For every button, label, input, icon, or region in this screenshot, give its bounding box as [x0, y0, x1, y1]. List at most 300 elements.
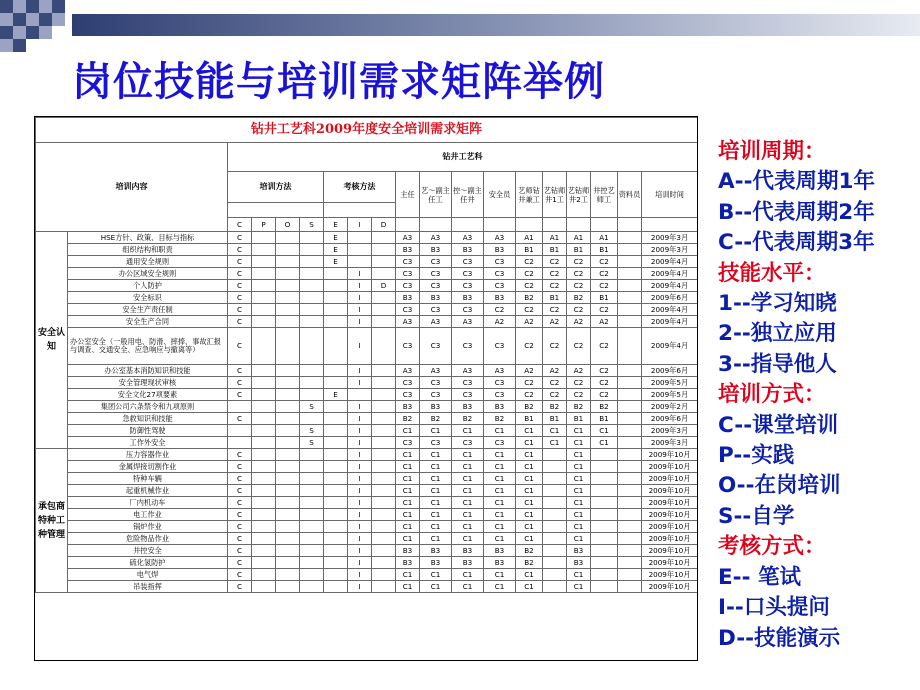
- level-cell: [543, 509, 567, 521]
- method-mark: [276, 268, 300, 280]
- level-cell: C1: [452, 509, 484, 521]
- method-mark: C: [228, 509, 252, 521]
- method-mark: [372, 268, 396, 280]
- level-cell: [618, 304, 642, 316]
- level-cell: C1: [420, 449, 452, 461]
- level-cell: [591, 581, 618, 593]
- level-cell: B3: [420, 545, 452, 557]
- method-mark: I: [348, 557, 372, 569]
- level-cell: C3: [484, 256, 516, 268]
- level-cell: C2: [567, 280, 591, 292]
- method-mark: I: [348, 365, 372, 377]
- group-label: 承包商特种工种管理: [36, 449, 68, 593]
- level-cell: [618, 413, 642, 425]
- time-cell: 2009年4月: [642, 280, 698, 292]
- header-position: 主任: [396, 172, 420, 218]
- level-cell: C1: [396, 521, 420, 533]
- level-cell: [618, 461, 642, 473]
- level-cell: C2: [543, 328, 567, 365]
- level-cell: C1: [452, 461, 484, 473]
- table-row: [36, 244, 698, 256]
- level-cell: C1: [516, 437, 543, 449]
- level-cell: C1: [567, 497, 591, 509]
- method-mark: [276, 449, 300, 461]
- method-mark: [372, 232, 396, 244]
- time-cell: 2009年5月: [642, 389, 698, 401]
- level-cell: B1: [567, 244, 591, 256]
- level-cell: C2: [516, 328, 543, 365]
- level-cell: A2: [484, 316, 516, 328]
- method-mark: C: [228, 449, 252, 461]
- time-cell: 2009年3月: [642, 232, 698, 244]
- method-mark: I: [348, 413, 372, 425]
- level-cell: [618, 509, 642, 521]
- level-cell: B3: [396, 557, 420, 569]
- method-mark: [348, 389, 372, 401]
- slide-title: 岗位技能与培训需求矩阵举例: [72, 59, 605, 105]
- time-cell: 2009年6月: [642, 292, 698, 304]
- level-cell: B3: [452, 557, 484, 569]
- method-mark: [276, 581, 300, 593]
- header-position: 资料员: [618, 172, 642, 218]
- method-mark: [300, 328, 324, 365]
- time-cell: 2009年10月: [642, 521, 698, 533]
- table-row: [36, 401, 698, 413]
- method-mark: [324, 304, 348, 316]
- level-cell: A3: [396, 365, 420, 377]
- level-cell: C3: [484, 268, 516, 280]
- method-mark: [252, 244, 276, 256]
- level-cell: C3: [420, 280, 452, 292]
- time-cell: 2009年4月: [642, 268, 698, 280]
- method-mark: [324, 509, 348, 521]
- time-cell: 2009年6月: [642, 365, 698, 377]
- time-cell: 2009年10月: [642, 509, 698, 521]
- method-mark: [252, 449, 276, 461]
- level-cell: C3: [484, 389, 516, 401]
- time-cell: 2009年10月: [642, 533, 698, 545]
- level-cell: A1: [567, 232, 591, 244]
- level-cell: [591, 473, 618, 485]
- method-mark: [300, 461, 324, 473]
- level-cell: C2: [567, 328, 591, 365]
- level-cell: C3: [396, 389, 420, 401]
- method-mark: [252, 389, 276, 401]
- header-blank: [567, 218, 591, 232]
- level-cell: C1: [452, 425, 484, 437]
- assess-code: E: [324, 218, 348, 232]
- time-cell: 2009年4月: [642, 304, 698, 316]
- legend-item: A--代表周期1年: [718, 169, 875, 195]
- method-mark: [276, 304, 300, 316]
- method-mark: [372, 461, 396, 473]
- time-cell: 2009年10月: [642, 485, 698, 497]
- time-cell: 2009年10月: [642, 581, 698, 593]
- level-cell: B3: [484, 401, 516, 413]
- level-cell: [618, 256, 642, 268]
- method-mark: E: [324, 244, 348, 256]
- table-row: [36, 425, 698, 437]
- method-mark: [276, 569, 300, 581]
- level-cell: [618, 473, 642, 485]
- method-mark: I: [348, 268, 372, 280]
- method-mark: [276, 328, 300, 365]
- table-row: [36, 256, 698, 268]
- matrix-grid: [35, 117, 698, 593]
- level-cell: C2: [591, 328, 618, 365]
- level-cell: [543, 473, 567, 485]
- method-mark: C: [228, 545, 252, 557]
- method-mark: [372, 581, 396, 593]
- level-cell: A1: [591, 232, 618, 244]
- header-blank: [642, 218, 698, 232]
- method-mark: [300, 316, 324, 328]
- level-cell: C2: [543, 304, 567, 316]
- method-mark: [252, 497, 276, 509]
- time-cell: 2009年3月: [642, 437, 698, 449]
- method-mark: I: [348, 569, 372, 581]
- header-blank: [543, 218, 567, 232]
- level-cell: C1: [484, 425, 516, 437]
- header-spacer: [228, 203, 324, 218]
- method-mark: [276, 437, 300, 449]
- header-time: 培训时间: [642, 172, 698, 218]
- method-mark: [276, 485, 300, 497]
- level-cell: [591, 485, 618, 497]
- level-cell: C3: [420, 389, 452, 401]
- level-cell: C2: [567, 304, 591, 316]
- table-row: [36, 232, 698, 244]
- method-mark: [348, 244, 372, 256]
- level-cell: C2: [543, 377, 567, 389]
- header-blank: [591, 218, 618, 232]
- level-cell: B2: [591, 401, 618, 413]
- level-cell: B2: [516, 292, 543, 304]
- level-cell: C1: [396, 461, 420, 473]
- level-cell: C1: [484, 473, 516, 485]
- level-cell: A2: [516, 365, 543, 377]
- method-mark: [300, 473, 324, 485]
- training-item: 集团公司六条禁令和九项原则: [68, 401, 228, 413]
- method-mark: [300, 377, 324, 389]
- method-mark: [324, 497, 348, 509]
- level-cell: C1: [420, 461, 452, 473]
- training-item: 金属焊接切割作业: [68, 461, 228, 473]
- method-mark: [300, 244, 324, 256]
- method-mark: I: [348, 533, 372, 545]
- time-cell: 2009年2月: [642, 401, 698, 413]
- table-row: [36, 545, 698, 557]
- legend-item: D--技能演示: [718, 625, 841, 651]
- level-cell: B3: [420, 292, 452, 304]
- legend-item: 1--学习知晓: [718, 291, 837, 317]
- level-cell: C1: [484, 497, 516, 509]
- level-cell: C1: [452, 497, 484, 509]
- level-cell: B3: [567, 545, 591, 557]
- level-cell: C3: [452, 304, 484, 316]
- level-cell: C1: [452, 569, 484, 581]
- time-cell: 2009年3月: [642, 425, 698, 437]
- method-mark: [324, 280, 348, 292]
- method-mark: [372, 401, 396, 413]
- level-cell: A1: [516, 232, 543, 244]
- method-mark: [372, 557, 396, 569]
- level-cell: [543, 545, 567, 557]
- level-cell: C2: [591, 377, 618, 389]
- method-mark: [324, 328, 348, 365]
- level-cell: B2: [516, 557, 543, 569]
- level-cell: B2: [543, 401, 567, 413]
- level-cell: [618, 581, 642, 593]
- method-mark: I: [348, 485, 372, 497]
- method-mark: C: [228, 256, 252, 268]
- method-mark: [300, 449, 324, 461]
- training-item: 厂内机动车: [68, 497, 228, 509]
- level-cell: C1: [420, 485, 452, 497]
- method-mark: [324, 545, 348, 557]
- method-mark: C: [228, 485, 252, 497]
- level-cell: B3: [484, 292, 516, 304]
- training-item: 工作外安全: [68, 437, 228, 449]
- level-cell: C1: [516, 461, 543, 473]
- time-cell: 2009年6月: [642, 413, 698, 425]
- level-cell: C1: [396, 497, 420, 509]
- level-cell: C1: [452, 485, 484, 497]
- training-item: 安全标识: [68, 292, 228, 304]
- method-mark: I: [348, 497, 372, 509]
- header-blank: [484, 218, 516, 232]
- level-cell: C1: [516, 485, 543, 497]
- level-cell: C1: [516, 509, 543, 521]
- training-item: HSE方针、政策、目标与指标: [68, 232, 228, 244]
- level-cell: B2: [567, 292, 591, 304]
- method-mark: C: [228, 521, 252, 533]
- method-mark: [228, 401, 252, 413]
- training-item: 电气焊: [68, 569, 228, 581]
- method-mark: [276, 545, 300, 557]
- legend-heading: 培训周期：: [718, 139, 826, 164]
- level-cell: [591, 569, 618, 581]
- legend-item: C--代表周期3年: [718, 230, 875, 256]
- level-cell: C1: [396, 449, 420, 461]
- level-cell: C3: [396, 437, 420, 449]
- level-cell: C1: [452, 521, 484, 533]
- legend-item: S--自学: [718, 503, 795, 529]
- method-mark: [372, 449, 396, 461]
- level-cell: B3: [420, 557, 452, 569]
- method-mark: [300, 581, 324, 593]
- training-matrix-table: [34, 116, 698, 661]
- level-cell: C3: [484, 377, 516, 389]
- level-cell: [618, 485, 642, 497]
- method-mark: I: [348, 304, 372, 316]
- method-mark: [276, 256, 300, 268]
- table-row: [36, 581, 698, 593]
- level-cell: [543, 449, 567, 461]
- level-cell: C3: [452, 389, 484, 401]
- level-cell: [543, 485, 567, 497]
- time-cell: 2009年5月: [642, 377, 698, 389]
- header-row-1: [36, 143, 698, 172]
- method-mark: [252, 280, 276, 292]
- time-cell: 2009年10月: [642, 461, 698, 473]
- method-mark: [276, 316, 300, 328]
- level-cell: C3: [452, 328, 484, 365]
- method-mark: C: [228, 280, 252, 292]
- level-cell: C1: [396, 533, 420, 545]
- method-mark: C: [228, 473, 252, 485]
- level-cell: C1: [591, 437, 618, 449]
- level-cell: [618, 268, 642, 280]
- level-cell: B1: [543, 413, 567, 425]
- level-cell: C1: [567, 581, 591, 593]
- level-cell: [543, 521, 567, 533]
- level-cell: C2: [516, 377, 543, 389]
- method-mark: [252, 425, 276, 437]
- level-cell: [543, 581, 567, 593]
- header-blank: [452, 218, 484, 232]
- method-mark: [252, 533, 276, 545]
- level-cell: C2: [484, 304, 516, 316]
- training-item: 起重机械作业: [68, 485, 228, 497]
- table-row: [36, 557, 698, 569]
- table-row: [36, 280, 698, 292]
- method-mark: [372, 521, 396, 533]
- level-cell: C1: [516, 449, 543, 461]
- method-mark: [324, 413, 348, 425]
- level-cell: B3: [420, 244, 452, 256]
- level-cell: C1: [567, 509, 591, 521]
- level-cell: A2: [591, 316, 618, 328]
- level-cell: [591, 509, 618, 521]
- method-mark: C: [228, 557, 252, 569]
- method-mark: [372, 413, 396, 425]
- table-row: [36, 389, 698, 401]
- method-mark: [276, 365, 300, 377]
- legend-item: E-- 笔试: [718, 564, 802, 590]
- level-cell: B1: [591, 292, 618, 304]
- level-cell: C3: [396, 268, 420, 280]
- legend-panel: [718, 137, 875, 654]
- header-position: 艺师钻井兼工: [516, 172, 543, 218]
- level-cell: C1: [516, 521, 543, 533]
- training-item: 安全管理现状审核: [68, 377, 228, 389]
- method-mark: [300, 497, 324, 509]
- level-cell: C1: [484, 569, 516, 581]
- level-cell: B3: [396, 401, 420, 413]
- header-position: 艺钻师井2工: [567, 172, 591, 218]
- level-cell: B1: [543, 292, 567, 304]
- level-cell: C1: [484, 521, 516, 533]
- level-cell: B3: [484, 244, 516, 256]
- training-item: 办公区域安全规则: [68, 268, 228, 280]
- method-mark: [324, 557, 348, 569]
- level-cell: C2: [591, 389, 618, 401]
- training-item: 组织结构和职责: [68, 244, 228, 256]
- level-cell: B3: [567, 557, 591, 569]
- level-cell: [618, 401, 642, 413]
- table-row: [36, 292, 698, 304]
- time-cell: 2009年4月: [642, 316, 698, 328]
- level-cell: C2: [516, 280, 543, 292]
- time-cell: 2009年10月: [642, 473, 698, 485]
- level-cell: C3: [484, 280, 516, 292]
- level-cell: A3: [452, 365, 484, 377]
- legend-heading: 技能水平：: [718, 260, 826, 286]
- level-cell: C1: [567, 425, 591, 437]
- level-cell: A1: [543, 232, 567, 244]
- table-row: [36, 304, 698, 316]
- method-mark: [324, 473, 348, 485]
- method-mark: [276, 280, 300, 292]
- header-position: 安全员: [484, 172, 516, 218]
- assess-code: I: [348, 218, 372, 232]
- level-cell: C1: [396, 569, 420, 581]
- level-cell: C3: [420, 328, 452, 365]
- method-mark: [276, 232, 300, 244]
- method-mark: C: [228, 304, 252, 316]
- training-item: 吊装指挥: [68, 581, 228, 593]
- level-cell: [591, 545, 618, 557]
- level-cell: C1: [484, 449, 516, 461]
- time-cell: 2009年4月: [642, 256, 698, 268]
- method-mark: [372, 292, 396, 304]
- level-cell: B3: [452, 292, 484, 304]
- training-item: 个人防护: [68, 280, 228, 292]
- method-mark: I: [348, 280, 372, 292]
- method-mark: [372, 328, 396, 365]
- method-mark: [372, 533, 396, 545]
- method-mark: [300, 389, 324, 401]
- level-cell: C1: [516, 581, 543, 593]
- level-cell: C3: [452, 256, 484, 268]
- level-cell: C2: [516, 304, 543, 316]
- method-code: S: [300, 218, 324, 232]
- header-spacer: [324, 203, 396, 218]
- method-mark: [276, 244, 300, 256]
- level-cell: C3: [396, 256, 420, 268]
- level-cell: [618, 389, 642, 401]
- method-mark: C: [228, 389, 252, 401]
- training-item: 办公室安全（一般用电、防滑、摔捧、事故汇报与调查、交通安全、应急响应与撤离等）: [68, 328, 228, 365]
- table-row: [36, 449, 698, 461]
- table-row: [36, 413, 698, 425]
- level-cell: C1: [591, 425, 618, 437]
- method-mark: [252, 557, 276, 569]
- method-mark: S: [300, 437, 324, 449]
- level-cell: A2: [567, 316, 591, 328]
- method-mark: C: [228, 581, 252, 593]
- level-cell: C3: [452, 377, 484, 389]
- level-cell: C1: [396, 473, 420, 485]
- legend-item: B--代表周期2年: [718, 199, 875, 225]
- level-cell: C2: [567, 268, 591, 280]
- level-cell: C1: [567, 437, 591, 449]
- method-mark: [324, 316, 348, 328]
- training-item: 危险物品作业: [68, 533, 228, 545]
- level-cell: C1: [543, 437, 567, 449]
- method-mark: [276, 377, 300, 389]
- table-row: [36, 268, 698, 280]
- table-row: [36, 473, 698, 485]
- level-cell: C1: [396, 425, 420, 437]
- training-item: 安全文化27项要素: [68, 389, 228, 401]
- method-mark: [300, 557, 324, 569]
- level-cell: C1: [543, 425, 567, 437]
- method-mark: [276, 473, 300, 485]
- level-cell: B1: [567, 413, 591, 425]
- method-mark: C: [228, 533, 252, 545]
